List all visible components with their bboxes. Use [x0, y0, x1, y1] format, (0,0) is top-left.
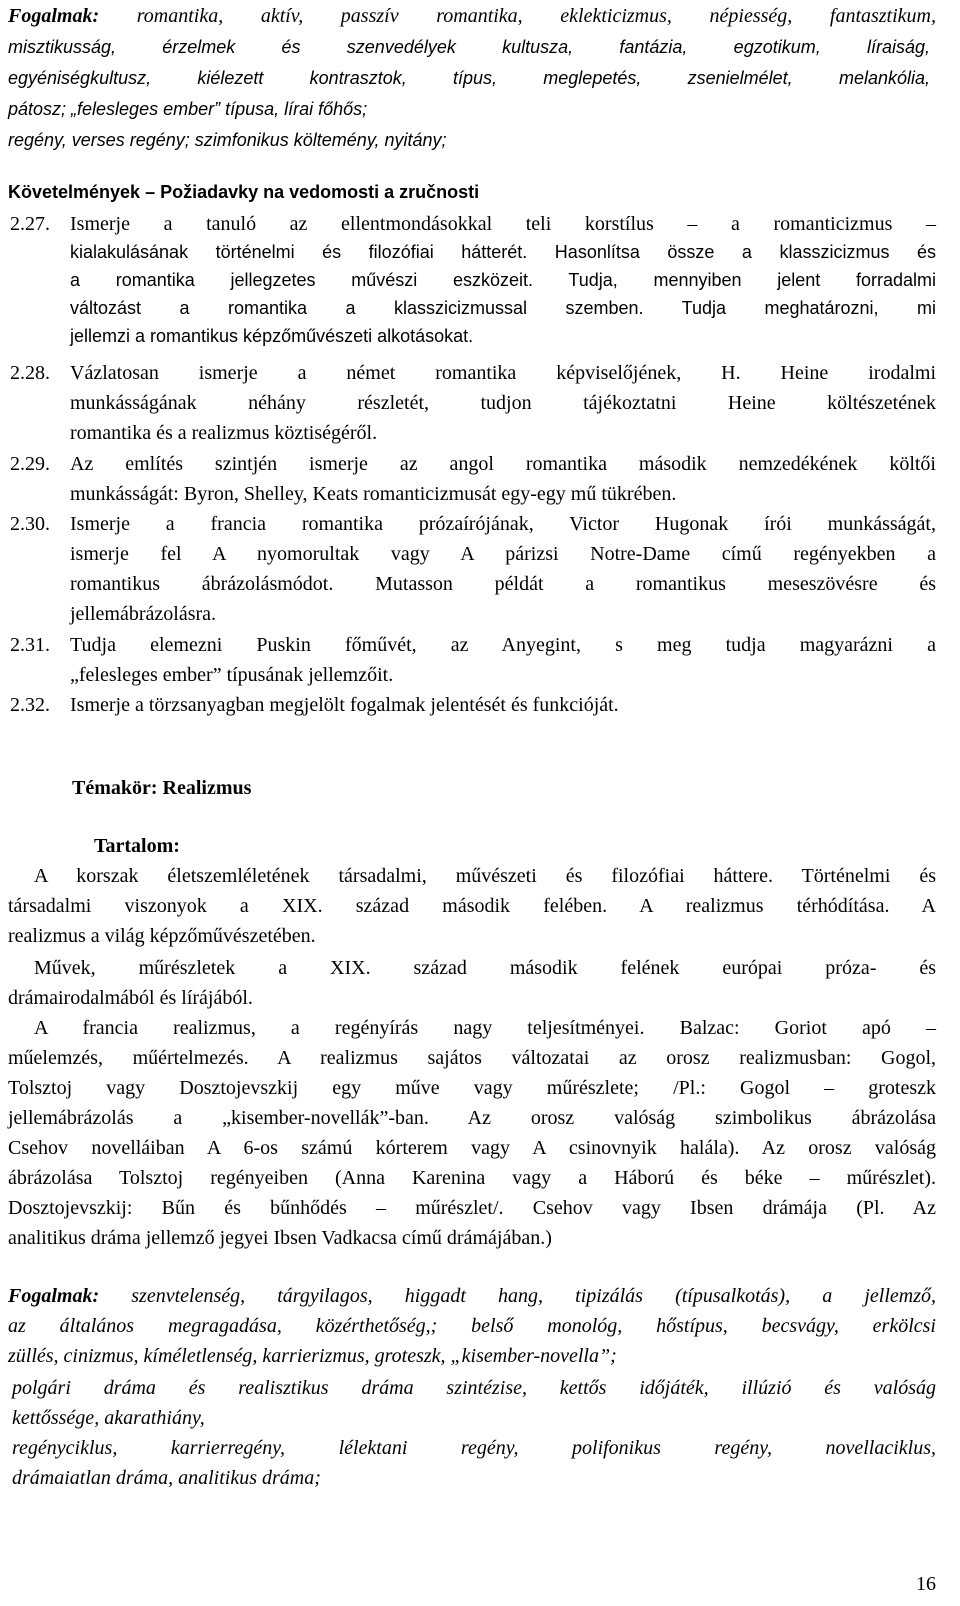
- requirement-line: Vázlatosan ismerje a német romantika képviselőjének, H. Heine irodalmi: [70, 362, 936, 384]
- page-number: 16: [916, 1573, 936, 1595]
- concepts-line: pátosz; „felesleges ember” típusa, lírai főhős;: [8, 99, 368, 119]
- content-line: Művek, műrészletek a XIX. század második felének európai próza- és: [34, 957, 936, 979]
- concepts-label: Fogalmak:: [8, 5, 100, 27]
- content-line: Dosztojevszkij: Bűn és bűnhődés – műrészlet/. Csehov vagy Ibsen drámája (Pl. Az: [8, 1197, 936, 1219]
- requirement-line: jellemzi a romantikus képzőművészeti alkotásokat.: [70, 326, 474, 346]
- content-line: Csehov novelláiban A 6-os számú kórterem vagy A csinovnyik halála). Az orosz valóság: [8, 1137, 936, 1159]
- requirement-line: Ismerje a francia romantika prózaírójának, Victor Hugonak írói munkásságát,: [70, 513, 936, 535]
- requirement-line: Ismerje a törzsanyagban megjelölt fogalmak jelentését és funkcióját.: [70, 694, 619, 716]
- requirement-line: kialakulásának történelmi és filozófiai hátterét. Hasonlítsa össze a klasszicizmus és: [70, 242, 936, 262]
- requirement-line: ismerje fel A nyomorultak vagy A párizsi Notre-Dame című regényekben a: [70, 543, 936, 565]
- concepts-line: Fogalmak: romantika, aktív, passzív romantika, eklekticizmus, népiesség, fantasztikum,: [8, 5, 936, 27]
- concepts-label: Fogalmak:: [8, 1285, 100, 1307]
- content-title: Tartalom:: [94, 835, 180, 857]
- content-line: analitikus dráma jellemző jegyei Ibsen Vadkacsa című drámájában.): [8, 1227, 552, 1249]
- content-line: jellemábrázolás a „kisember-novellák”-ban. Az orosz valóság szimbolikus ábrázolása: [8, 1107, 936, 1129]
- content-line: drámairodalmából és lírájából.: [8, 987, 253, 1009]
- requirement-line: a romantika jellegzetes művészi eszközeit. Tudja, mennyiben jelent forradalmi: [70, 270, 936, 290]
- requirement-line: jellemábrázolásra.: [70, 603, 217, 625]
- requirement-line: változást a romantika a klasszicizmussal szemben. Tudja meghatározni, mi: [70, 298, 936, 318]
- requirement-line: munkásságát: Byron, Shelley, Keats romanticizmusát egy-egy mű tükrében.: [70, 483, 677, 505]
- concepts-line: az általános megragadása, közérthetőség,; belső monológ, hőstípus, becsvágy, erkölcsi: [8, 1315, 936, 1337]
- concepts-line: regényciklus, karrierregény, lélektani regény, polifonikus regény, novellaciklus,: [12, 1437, 936, 1459]
- requirement-number: 2.29.: [10, 453, 50, 475]
- requirement-number: 2.28.: [10, 362, 50, 384]
- content-line: Tolsztoj vagy Dosztojevszkij egy műve vagy műrészlete; /Pl.: Gogol – groteszk: [8, 1077, 936, 1099]
- concepts-line: kettőssége, akarathiány,: [12, 1407, 205, 1429]
- requirement-number: 2.30.: [10, 513, 50, 535]
- content-line: társadalmi viszonyok a XIX. század második felében. A realizmus térhódítása. A: [8, 895, 936, 917]
- content-line: ábrázolása Tolsztoj regényeiben (Anna Karenina vagy a Háború és béke – műrészlet).: [8, 1167, 936, 1189]
- requirement-line: Az említés szintjén ismerje az angol romantika második nemzedékének költői: [70, 453, 936, 475]
- concepts-line: Fogalmak: szenvtelenség, tárgyilagos, higgadt hang, tipizálás (típusalkotás), a jellemző,: [8, 1285, 936, 1307]
- requirement-number: 2.32.: [10, 694, 50, 716]
- content-line: A francia realizmus, a regényírás nagy teljesítményei. Balzac: Goriot apó –: [34, 1017, 936, 1039]
- requirement-line: romantika és a realizmus köztiségéről.: [70, 422, 378, 444]
- topic-title: Témakör: Realizmus: [72, 777, 252, 799]
- requirement-line: romantikus ábrázolásmódot. Mutasson példát a romantikus meseszövésre és: [70, 573, 936, 595]
- requirements-heading: Követelmények – Požiadavky na vedomosti a zručnosti: [8, 182, 480, 202]
- requirement-line: Tudja elemezni Puskin főművét, az Anyegint, s meg tudja magyarázni a: [70, 634, 936, 656]
- concepts-line: regény, verses regény; szimfonikus költemény, nyitány;: [8, 130, 447, 150]
- content-line: A korszak életszemléletének társadalmi, művészeti és filozófiai háttere. Történelmi és: [34, 865, 936, 887]
- requirement-number: 2.31.: [10, 634, 50, 656]
- requirement-number: 2.27.: [10, 213, 50, 235]
- requirement-line: Ismerje a tanuló az ellentmondásokkal teli korstílus – a romanticizmus –: [70, 213, 936, 235]
- concepts-line: misztikusság, érzelmek és szenvedélyek kultusza, fantázia, egzotikum, líraiság,: [8, 37, 930, 57]
- requirement-line: munkásságának néhány részletét, tudjon tájékoztatni Heine költészetének: [70, 392, 936, 414]
- content-line: műelemzés, műértelmezés. A realizmus sajátos változatai az orosz realizmusban: Gogol,: [8, 1047, 936, 1069]
- concepts-line: züllés, cinizmus, kíméletlenség, karrierizmus, groteszk, „kisember-novella”;: [8, 1345, 617, 1367]
- concepts-line: polgári dráma és realisztikus dráma szintézise, kettős időjáték, illúzió és valóság: [12, 1377, 936, 1399]
- requirement-line: „felesleges ember” típusának jellemzőit.: [70, 664, 394, 686]
- concepts-line: drámaiatlan dráma, analitikus dráma;: [12, 1467, 321, 1489]
- content-line: realizmus a világ képzőművészetében.: [8, 925, 316, 947]
- concepts-line: egyéniségkultusz, kiélezett kontrasztok, típus, meglepetés, zsenielmélet, melankólia,: [8, 68, 930, 88]
